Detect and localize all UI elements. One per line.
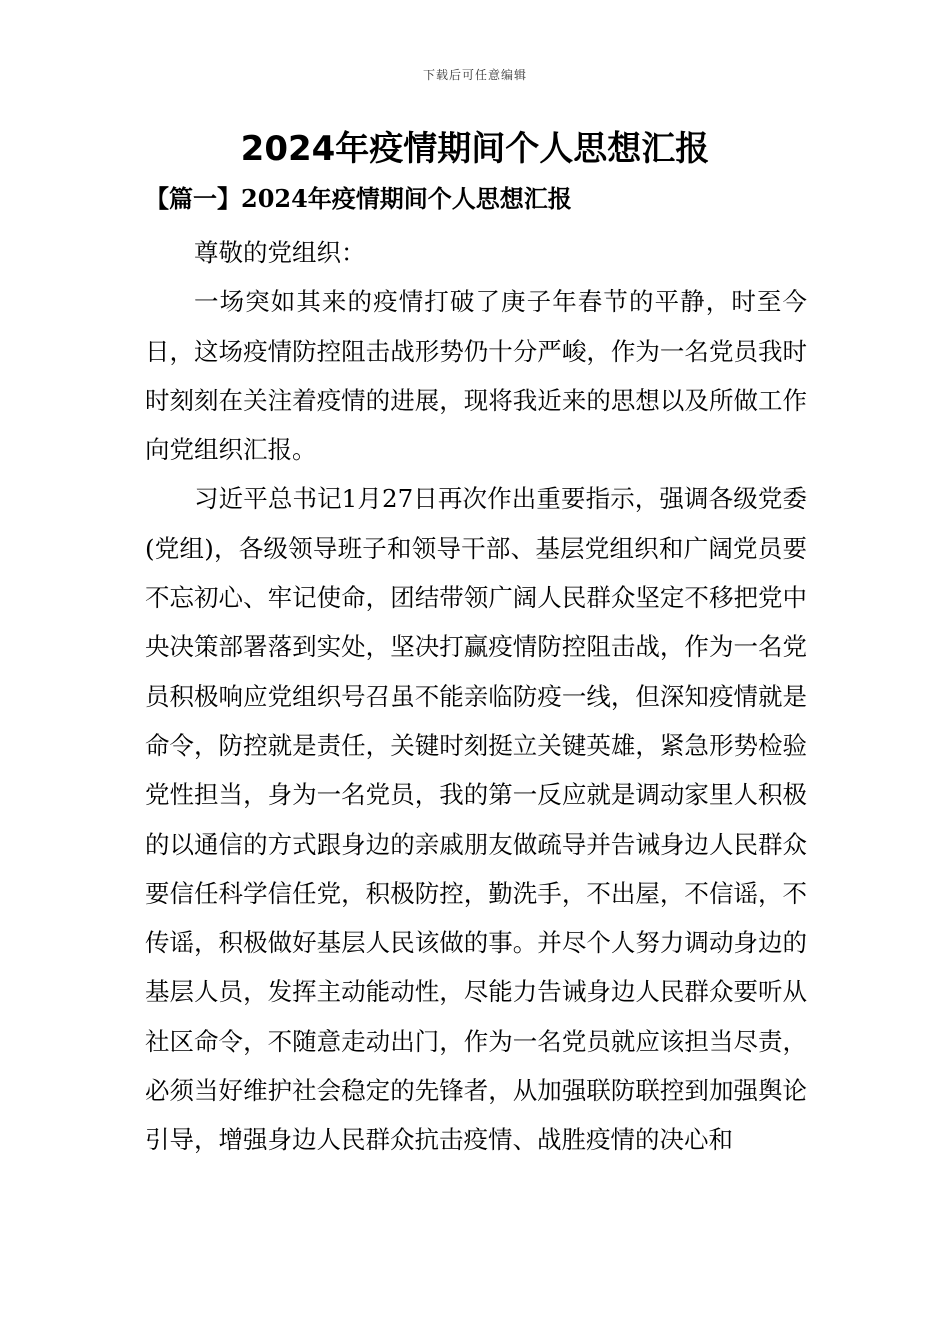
header-note: 下载后可任意编辑 [422, 68, 527, 82]
section-heading: 【篇一】2024年疫情期间个人思想汇报 [145, 184, 572, 213]
paragraph-2: 习近平总书记1月27日再次作出重要指示，强调各级党委(党组)，各级领导班子和领导干部、基层党组织和广阔党员要不忘初心、牢记使命，团结带领广阔人民群众坚定不移把党中央决策部署落到实处，坚决打赢疫情防控阻击战，作为一名党员积极响应党组织号召虽不能亲临防疫一线，但深知疫情就是命令，防控就是责任，关键时刻挺立关键英雄，紧急形势检验党性担当，身为一名党员，我的第一反应就是调动家里人积极的以通信的方式跟身边的亲戚朋友做疏导并告诫身边人民群众要信任科学信任党，积极防控，勤洗手，不出屋，不信谣，不传谣，积极做好基层人民该做的事。并尽个人努力调动身边的基层人员，发挥主动能动性，尽能力告诫身边人民群众要听从社区命令，不随意走动出门，作为一名党员就应该担当尽责，必须当好维护社会稳定的先锋者，从加强联防联控到加强舆论引导，增强身边人民群众抗击疫情、战胜疫情的决心和 [145, 484, 807, 1155]
document-body [145, 228, 807, 1165]
paragraph-1: 一场突如其来的疫情打破了庚子年春节的平静，时至今日，这场疫情防控阻击战形势仍十分严峻，作为一名党员我时时刻刻在关注着疫情的进展，现将我近来的思想以及所做工作向党组织汇报。 [145, 287, 807, 465]
salutation: 尊敬的党组织： [194, 238, 366, 267]
document-title: 2024年疫情期间个人思想汇报 [240, 129, 710, 169]
